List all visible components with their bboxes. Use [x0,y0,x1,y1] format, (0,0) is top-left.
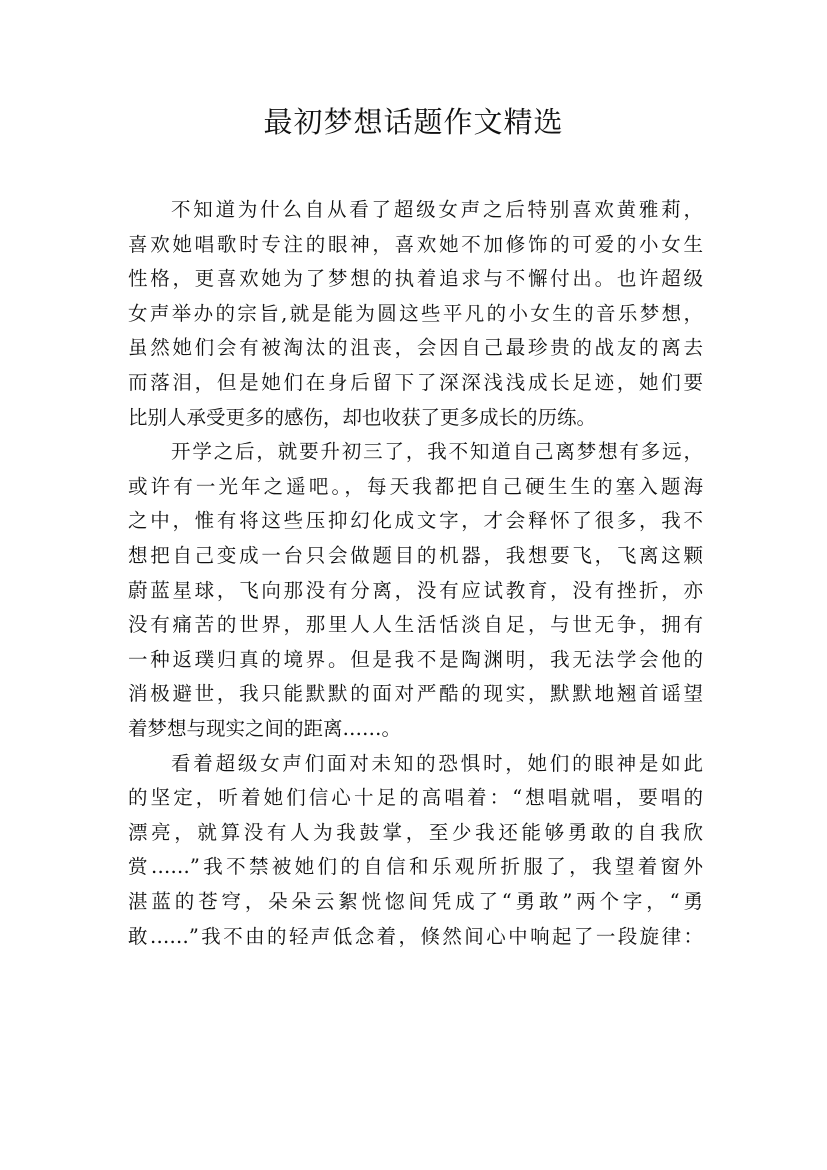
body-line: 看着超级女声们面对未知的恐惧时，她们的眼神是如此 [171,751,703,775]
body-line: 喜欢她唱歌时专注的眼神，喜欢她不加修饰的可爱的小女生 [128,232,703,256]
body-line: 漂亮，就算没有人为我鼓掌，至少我还能够勇敢的自我欣 [128,820,703,844]
body-line: 或许有一光年之遥吧。，每天我都把自己硬生生的塞入题海 [128,474,703,498]
body-line: 蔚蓝星球，飞向那没有分离，没有应试教育，没有挫折，亦 [128,578,703,602]
body-line: 比别人承受更多的感伤，却也收获了更多成长的历练。 [128,405,597,429]
body-line: 消极避世，我只能默默的面对严酷的现实，默默地翘首谣望 [128,682,703,706]
body-line: 赏……”我不禁被她们的自信和乐观所折服了，我望着窗外 [128,855,703,879]
body-line: 没有痛苦的世界，那里人人生活恬淡自足，与世无争，拥有 [128,613,703,637]
body-line: 的坚定，听着她们信心十足的高唱着：“想唱就唱，要唱的 [128,786,703,810]
body-line: 湛蓝的苍穹，朵朵云絮恍惚间凭成了“勇敢”两个字，“勇 [128,890,703,913]
body-line: 敢……”我不由的轻声低念着，倏然间心中响起了一段旋律： [128,924,703,948]
document-title: 最初梦想话题作文精选 [263,105,564,139]
body-line: 不知道为什么自从看了超级女声之后特别喜欢黄雅莉， [171,198,703,221]
body-line: 着梦想与现实之间的距离……。 [128,717,402,740]
body-line: 一种返璞归真的境界。但是我不是陶渊明，我无法学会他的 [128,647,703,671]
body-line: 开学之后，就要升初三了，我不知道自己离梦想有多远， [171,440,703,464]
body-line: 女声举办的宗旨,就是能为圆这些平凡的小女生的音乐梦想， [128,301,703,325]
body-line: 而落泪，但是她们在身后留下了深深浅浅成长足迹，她们要 [128,371,703,394]
body-line: 之中，惟有将这些压抑幻化成文字，才会释怀了很多，我不 [128,509,703,533]
body-line: 虽然她们会有被淘汰的沮丧，会因自己最珍贵的战友的离去 [128,336,703,360]
body-line: 想把自己变成一台只会做题目的机器，我想要飞，飞离这颗 [128,544,703,567]
body-line: 性格，更喜欢她为了梦想的执着追求与不懈付出。也许超级 [128,267,703,291]
